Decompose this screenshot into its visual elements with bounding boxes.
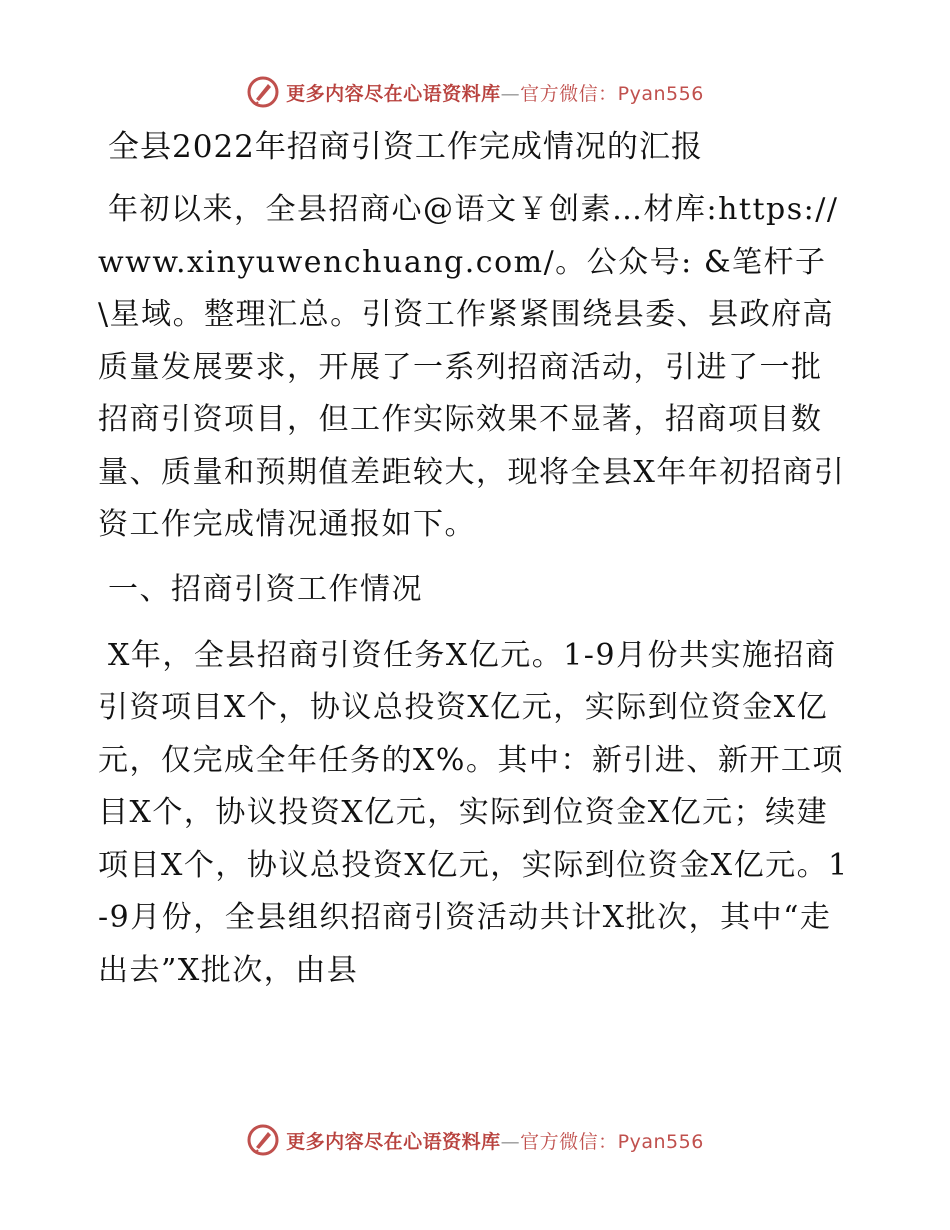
document-body xyxy=(98,118,850,1009)
watermark-wechat: 官方微信：Pyan556 xyxy=(520,1130,704,1153)
watermark-text xyxy=(286,1127,704,1154)
watermark-brand: 更多内容尽在心语资料库 xyxy=(286,1130,501,1153)
document-title: 全县2022年招商引资工作完成情况的汇报 xyxy=(108,129,703,165)
watermark-text xyxy=(286,79,704,106)
section-heading-1: 一、招商引资工作情况 xyxy=(108,571,423,607)
paragraph-investment-status: X年，全县招商引资任务X亿元。1-9月份共实施招商引资项目X个，协议总投资X亿元，实际到位资金X亿元，仅完成全年任务的X%。其中：新引进、新开工项目X个，协议投资X亿元，实际到位资金X亿元；续建项目X个，协议总投资X亿元，实际到位资金X亿元。1-9月份，全县组织招商引资活动共计X批次，其中“走出去”X批次，由县 xyxy=(98,637,849,988)
watermark-separator: — xyxy=(500,1130,521,1153)
quill-circle-logo-icon xyxy=(246,1123,280,1157)
watermark-brand: 更多内容尽在心语资料库 xyxy=(286,82,501,105)
header-watermark xyxy=(0,72,950,112)
quill-circle-logo-icon xyxy=(246,75,280,109)
footer-watermark xyxy=(0,1120,950,1160)
paragraph-intro: 年初以来，全县招商心@语文￥创素…材库:https://www.xinyuwenchuang.com/。公众号: &笔杆子\星域。整理汇总。引资工作紧紧围绕县委、县政府高质量发展要求，开展了一系列招商活动，引进了一批招商引资项目，但工作实际效果不显著，招商项目数量、质量和预期值差距较大，现将全县X年年初招商引资工作完成情况通报如下。 xyxy=(98,192,846,542)
watermark-wechat: 官方微信：Pyan556 xyxy=(520,82,704,105)
watermark-separator: — xyxy=(500,82,521,105)
